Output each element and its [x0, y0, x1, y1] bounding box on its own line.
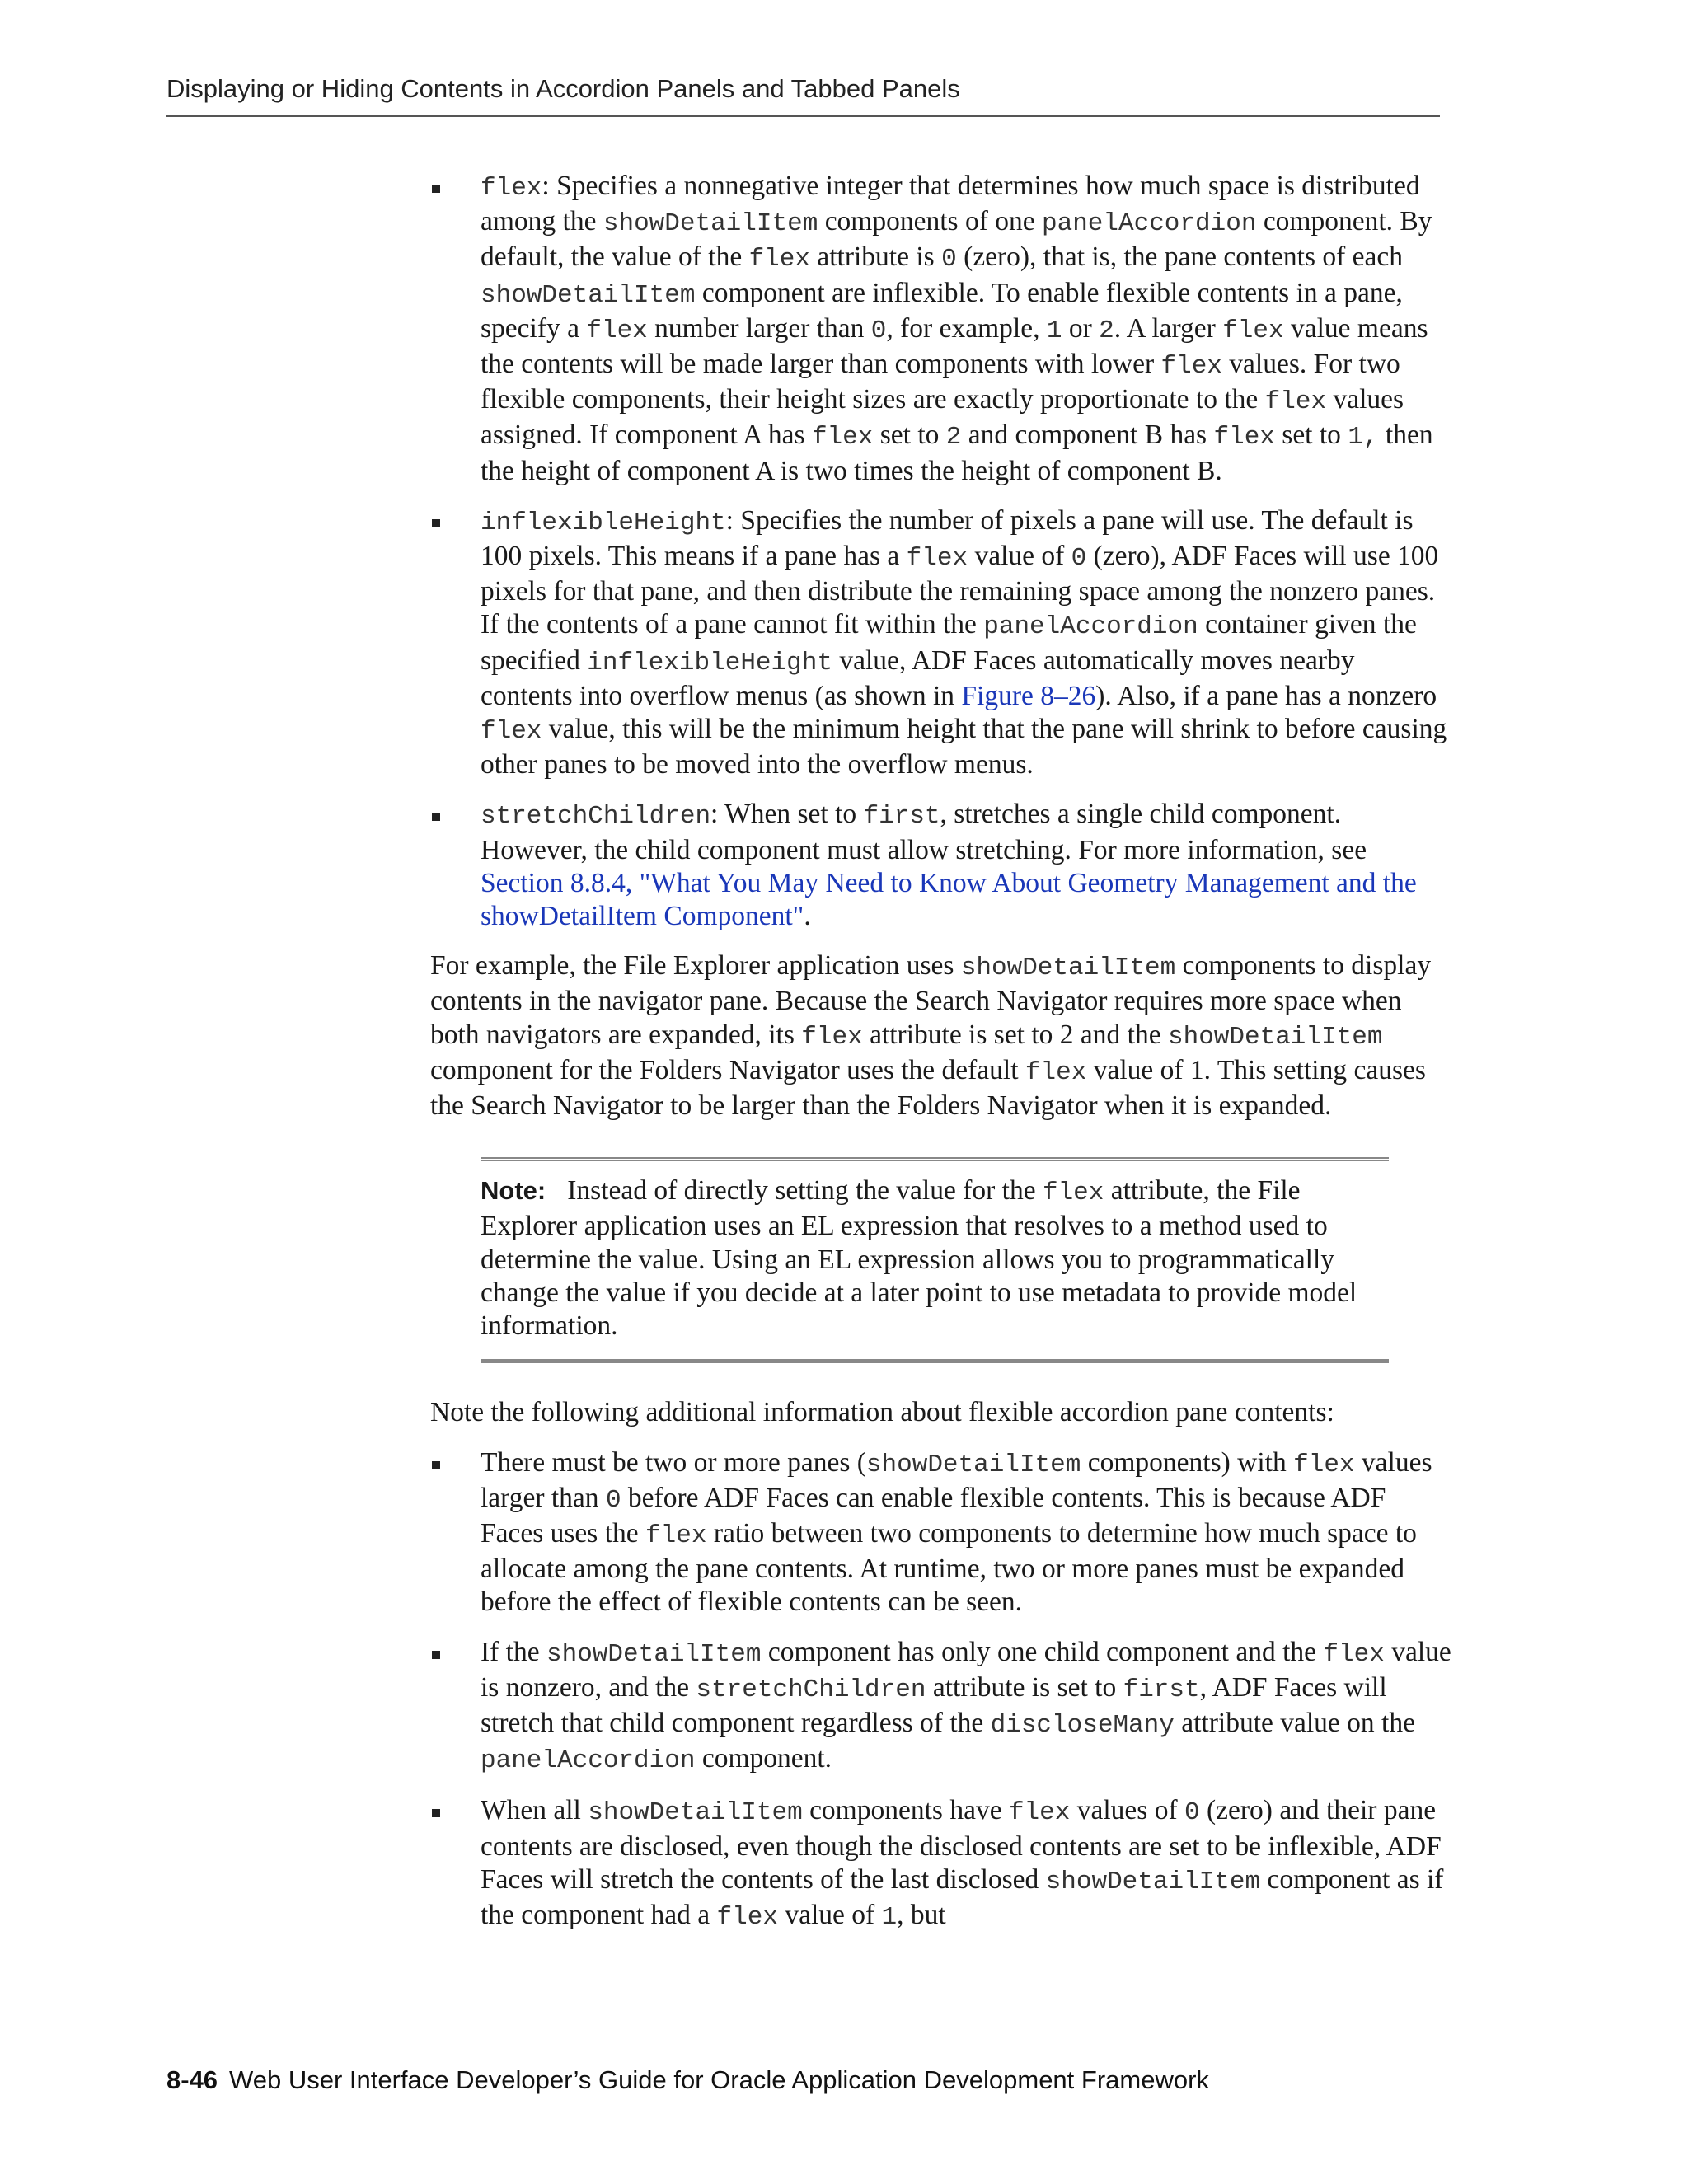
code-term: 0 — [605, 1485, 621, 1515]
code-term: flex — [716, 1902, 778, 1932]
code-term: flex — [481, 174, 542, 203]
code-term: showDetailItem — [865, 1450, 1081, 1479]
list-item — [430, 1636, 1452, 1779]
code-term: 0 — [1184, 1798, 1200, 1828]
code-term: panelAccordion — [1041, 209, 1257, 239]
text: (zero), ADF Faces will use 100 pixels for that pane, and then distribute the remaining space among the nonzero panes. If the contents of a pane cannot fit within the — [481, 541, 1439, 640]
list-item-stretch-children — [430, 798, 1452, 933]
text: value, ADF Faces automatically moves nearby contents into overflow menus (as shown in — [481, 644, 1355, 711]
code-term: stretchChildren — [696, 1675, 926, 1704]
text: or — [1062, 312, 1100, 344]
text: container given the specified — [481, 609, 1417, 676]
text: before ADF Faces can enable flexible contents. This is because ADF Faces uses the — [481, 1482, 1386, 1549]
text: : When set to — [710, 799, 864, 830]
square-bullet-icon — [432, 1809, 440, 1817]
text: attribute is set to 2 and the — [862, 1019, 1168, 1050]
code-term: 0 — [1071, 544, 1087, 574]
section-link[interactable]: Section 8.8.4, "What You May Need to Know About Geometry Management and the showDetailItem Component" — [481, 867, 1417, 932]
list-item — [430, 1446, 1452, 1619]
paragraph-intro: Note the following additional information about flexible accordion pane contents: — [430, 1397, 1334, 1428]
code-term: showDetailItem — [588, 1798, 803, 1828]
text: set to — [1274, 419, 1348, 451]
text: , for example, — [886, 312, 1047, 344]
code-term: panelAccordion — [983, 612, 1198, 642]
text: components have — [802, 1795, 1009, 1826]
text: attribute value on the — [1174, 1707, 1415, 1738]
list-item-inflexible-height — [430, 504, 1452, 782]
text: component for the Folders Navigator uses the default — [430, 1054, 1025, 1085]
code-term: inflexibleHeight — [587, 648, 832, 677]
code-term: flex — [481, 717, 542, 747]
text: value means the contents will be made larger than components with lower — [481, 312, 1428, 380]
figure-link[interactable]: Figure 8–26 — [961, 680, 1096, 711]
code-term: stretchChildren — [481, 802, 711, 832]
text: . — [804, 901, 811, 932]
code-term: flex — [1222, 316, 1284, 345]
square-bullet-icon — [432, 519, 440, 527]
text: There must be two or more panes ( — [481, 1446, 866, 1478]
text: value, this will be the minimum height that the pane will shrink to before causing other panes to be moved into the overflow menus. — [481, 714, 1447, 780]
square-bullet-icon — [432, 813, 440, 821]
code-term: flex — [1042, 1179, 1104, 1208]
text: and component B has — [961, 419, 1214, 451]
code-term: first — [1123, 1675, 1200, 1704]
text: number larger than — [647, 312, 871, 344]
code-term: flex — [1160, 352, 1222, 382]
text: , but — [897, 1899, 946, 1930]
text: components to display contents in the navigator pane. Because the Search Navigator requires more space when both navigators are expanded, its — [430, 950, 1432, 1050]
text: When all — [481, 1795, 588, 1826]
code-term: flex — [1008, 1798, 1071, 1828]
page-footer — [166, 2065, 1209, 2095]
code-term: 1, — [1348, 423, 1379, 452]
text: values. For two flexible components, their height sizes are exactly proportionate to the — [481, 349, 1400, 415]
text: component. By default, the value of the — [481, 206, 1432, 273]
code-term: panelAccordion — [481, 1746, 696, 1776]
page-number: 8-46 — [166, 2065, 218, 2094]
text: component has only one child component and the — [761, 1636, 1324, 1667]
code-term: 2 — [1099, 316, 1114, 345]
code-term: flex — [645, 1521, 707, 1550]
text: component as if the component had a — [481, 1863, 1444, 1930]
text: component. — [695, 1743, 832, 1774]
text: : Specifies a nonnegative integer that determines how much space is distributed among the — [481, 171, 1420, 237]
text: ). Also, if a pane has a nonzero — [1095, 680, 1437, 711]
code-term: flex — [1213, 423, 1275, 452]
code-term: flex — [1293, 1450, 1355, 1479]
text: set to — [873, 419, 946, 451]
text: values of — [1070, 1795, 1184, 1826]
text: , ADF Faces will stretch that child component regardless of the — [481, 1671, 1387, 1738]
text: value of — [777, 1899, 882, 1930]
attribute-list — [430, 170, 1452, 933]
list-item — [430, 1794, 1452, 1934]
list-item-flex — [430, 170, 1452, 488]
text: component are inflexible. To enable flexible contents in a pane, specify a — [481, 277, 1403, 344]
text: value of 1. This setting causes the Search Navigator to be larger than the Folders Navigator when it is expanded. — [430, 1054, 1426, 1122]
text: values assigned. If component A has — [481, 384, 1404, 451]
code-term: 1 — [1046, 316, 1062, 345]
text: , stretches a single child component. However, the child component must allow stretching. For more information, see — [481, 799, 1367, 865]
code-term: 0 — [941, 245, 957, 274]
code-term: flex — [1264, 387, 1327, 417]
text: attribute is — [809, 241, 942, 273]
running-header: Displaying or Hiding Contents in Accordion Panels and Tabbed Panels — [166, 74, 1440, 117]
text: If the — [481, 1636, 546, 1667]
text: Instead of directly setting the value for the — [567, 1175, 1043, 1207]
text: value of — [968, 541, 1071, 572]
square-bullet-icon — [432, 185, 440, 193]
code-term: flex — [1323, 1639, 1385, 1669]
page-body — [430, 170, 1452, 1951]
paragraph-example — [430, 949, 1452, 1122]
text: attribute is set to — [926, 1671, 1123, 1703]
text: attribute, the File Explorer application uses an EL expression that resolves to a method used to determine the value. Using an EL expression allows you to programmatically change the value if you decide at a later point to use metadata to provide model information. — [481, 1175, 1357, 1342]
text: : Specifies the number of pixels a pane will use. The default is 100 pixels. This means if a pane has a — [481, 504, 1414, 572]
text: For example, the File Explorer application uses — [430, 950, 961, 982]
code-term: showDetailItem — [960, 954, 1176, 983]
square-bullet-icon — [432, 1461, 440, 1469]
info-list — [430, 1446, 1452, 1935]
code-term: 1 — [881, 1902, 898, 1932]
text: (zero) and their pane contents are disclosed, even though the disclosed contents are set to be inflexible, ADF Faces will stretch the contents of the last disclosed — [481, 1795, 1442, 1895]
code-term: showDetailItem — [603, 209, 818, 239]
text: (zero), that is, the pane contents of each — [956, 241, 1404, 273]
code-term: discloseMany — [990, 1710, 1175, 1740]
code-term: showDetailItem — [481, 280, 696, 310]
text: values larger than — [481, 1446, 1432, 1513]
code-term: showDetailItem — [546, 1639, 762, 1669]
square-bullet-icon — [432, 1651, 440, 1659]
text: then the height of component A is two times the height of component B. — [481, 419, 1433, 486]
code-term: flex — [801, 1022, 863, 1052]
book-title: Web User Interface Developer’s Guide for Oracle Application Development Framework — [229, 2065, 1209, 2094]
text: . A larger — [1114, 312, 1223, 344]
code-term: 2 — [945, 423, 962, 452]
note-label: Note: — [481, 1176, 546, 1206]
note-box — [481, 1157, 1389, 1363]
code-term: flex — [748, 245, 810, 274]
code-term: flex — [906, 544, 968, 574]
text: value is nonzero, and the — [481, 1636, 1451, 1703]
code-term: flex — [811, 423, 874, 452]
code-term: inflexibleHeight — [481, 508, 726, 537]
code-term: showDetailItem — [1045, 1867, 1261, 1896]
text: ratio between two components to determine how much space to allocate among the pane contents. At runtime, two or more panes must be expanded before the effect of flexible contents can be seen. — [481, 1517, 1417, 1618]
code-term: first — [863, 802, 940, 832]
code-term: showDetailItem — [1167, 1022, 1383, 1052]
text: components of one — [818, 206, 1042, 237]
code-term: 0 — [870, 316, 887, 345]
code-term: flex — [1025, 1057, 1087, 1087]
code-term: flex — [586, 316, 648, 345]
text: components) with — [1081, 1446, 1294, 1478]
